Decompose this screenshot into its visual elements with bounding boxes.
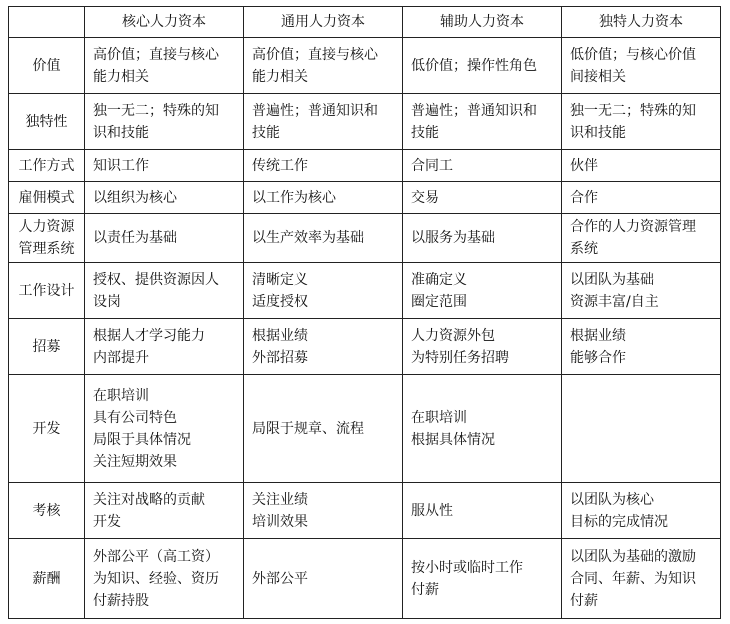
- table-cell: [244, 214, 403, 263]
- table-cell: [85, 375, 244, 483]
- cell-text-line: 局限于具体情况: [93, 431, 191, 448]
- cell-text-line: 能力相关: [93, 68, 149, 85]
- table-cell: [562, 38, 721, 94]
- row-header-line: 考核: [32, 502, 61, 519]
- cell-text-line: 系统: [570, 241, 598, 257]
- table-cell: [85, 94, 244, 150]
- table-cell: [85, 38, 244, 94]
- cell-text-line: 合作的人力资源管理: [570, 219, 696, 235]
- cell-text-line: 合同工: [411, 157, 453, 174]
- table-row: [9, 263, 721, 319]
- table-cell: [85, 214, 244, 263]
- column-header: 核心人力资本: [85, 7, 244, 38]
- table-cell: [562, 539, 721, 619]
- cell-text-line: 根据人才学习能力: [93, 327, 205, 344]
- table-row: [9, 319, 721, 375]
- cell-text-line: 关注短期效果: [93, 453, 177, 470]
- cell-text-line: 普遍性；普通知识和: [252, 102, 378, 119]
- cell-text-line: 适度授权: [252, 293, 308, 310]
- row-header-cell: [9, 150, 85, 182]
- cell-text-line: 培训效果: [252, 513, 308, 530]
- table-cell: [244, 182, 403, 214]
- cell-text-line: 在职培训: [411, 409, 467, 426]
- table-cell: [244, 483, 403, 539]
- cell-text-line: 内部提升: [93, 349, 149, 366]
- cell-text-line: 关注对战略的贡献: [93, 491, 205, 508]
- table-cell: [244, 375, 403, 483]
- cell-text-line: 在职培训: [93, 387, 149, 404]
- table-cell: [562, 375, 721, 483]
- cell-text-line: 低价值；与核心价值: [570, 46, 696, 63]
- table-row: [9, 375, 721, 483]
- table-cell: [85, 319, 244, 375]
- table-cell: [562, 214, 721, 263]
- cell-text-line: 圈定范围: [411, 293, 467, 310]
- cell-text-line: 高价值；直接与核心: [252, 46, 378, 63]
- cell-text-line: 资源丰富/自主: [570, 293, 659, 310]
- cell-text-line: 传统工作: [252, 157, 308, 174]
- cell-text-line: 伙伴: [570, 157, 598, 174]
- cell-text-line: 设岗: [93, 293, 121, 310]
- cell-text-line: 以生产效率为基础: [252, 230, 364, 246]
- cell-text-line: 技能: [252, 124, 280, 141]
- table-cell: [562, 182, 721, 214]
- cell-text-line: 能够合作: [570, 349, 626, 366]
- cell-text-line: 为知识、经验、资历: [93, 570, 219, 587]
- column-header: 辅助人力资本: [403, 7, 562, 38]
- cell-text-line: 合同、年薪、为知识: [570, 570, 696, 587]
- cell-text-line: 以工作为核心: [252, 189, 336, 206]
- cell-text-line: 以服务为基础: [411, 230, 495, 246]
- table-cell: [562, 94, 721, 150]
- row-header-cell: [9, 319, 85, 375]
- table-row: [9, 483, 721, 539]
- cell-text-line: 按小时或临时工作: [411, 559, 523, 576]
- table-cell: [403, 263, 562, 319]
- row-header-line: 工作设计: [18, 282, 75, 299]
- cell-text-line: 具有公司特色: [93, 409, 177, 426]
- cell-text-line: 准确定义: [411, 271, 467, 288]
- table-cell: [244, 319, 403, 375]
- cell-text-line: 普遍性；普通知识和: [411, 102, 537, 119]
- cell-text-line: 交易: [411, 189, 439, 206]
- cell-text-line: 独一无二；特殊的知: [570, 102, 696, 119]
- table-cell: [403, 38, 562, 94]
- table-cell: [244, 150, 403, 182]
- row-header-line: 独特性: [25, 113, 68, 130]
- cell-text-line: 间接相关: [570, 68, 626, 85]
- table-body: [9, 38, 721, 619]
- cell-text-line: 为特别任务招聘: [411, 349, 509, 366]
- cell-text-line: 合作: [570, 189, 598, 206]
- cell-text-line: 以组织为核心: [93, 189, 177, 206]
- cell-text-line: 付薪: [570, 592, 598, 609]
- table-row: [9, 150, 721, 182]
- table-cell: [244, 539, 403, 619]
- cell-text-line: 外部公平: [252, 570, 308, 587]
- row-header-cell: [9, 375, 85, 483]
- table-cell: [403, 150, 562, 182]
- table-header-row: [9, 7, 721, 38]
- hr-capital-table-container: [8, 6, 721, 619]
- row-header-line: 雇佣模式: [18, 189, 75, 206]
- table-cell: [244, 263, 403, 319]
- cell-text-line: 低价值；操作性角色: [411, 57, 537, 74]
- cell-text-line: 目标的完成情况: [570, 513, 668, 530]
- cell-text-line: 以团队为核心: [570, 491, 654, 508]
- row-header-cell: [9, 539, 85, 619]
- row-header-cell: [9, 214, 85, 263]
- row-header-cell: [9, 94, 85, 150]
- cell-text-line: 独一无二；特殊的知: [93, 102, 219, 119]
- table-cell: [244, 94, 403, 150]
- cell-text-line: 根据具体情况: [411, 431, 495, 448]
- table-cell: [562, 150, 721, 182]
- table-cell: [562, 483, 721, 539]
- cell-text-line: 关注业绩: [252, 491, 308, 508]
- cell-text-line: 根据业绩: [252, 327, 308, 344]
- cell-text-line: 外部招募: [252, 349, 308, 366]
- table-cell: [403, 539, 562, 619]
- row-header-cell: [9, 182, 85, 214]
- cell-text-line: 清晰定义: [252, 271, 308, 288]
- cell-text-line: 服从性: [411, 502, 453, 519]
- cell-text-line: 知识工作: [93, 157, 149, 174]
- row-header-line: 工作方式: [18, 157, 75, 174]
- cell-text-line: 识和技能: [570, 124, 626, 141]
- table-row: [9, 182, 721, 214]
- table-cell: [562, 263, 721, 319]
- row-header-line: 人力资源: [18, 219, 75, 235]
- row-header-cell: [9, 483, 85, 539]
- table-cell: [562, 319, 721, 375]
- table-cell: [403, 214, 562, 263]
- cell-text-line: 根据业绩: [570, 327, 626, 344]
- cell-text-line: 能力相关: [252, 68, 308, 85]
- row-header-line: 薪酬: [32, 570, 61, 587]
- table-cell: [244, 38, 403, 94]
- cell-text-line: 以责任为基础: [93, 230, 177, 246]
- column-header: 通用人力资本: [244, 7, 403, 38]
- table-row: [9, 539, 721, 619]
- cell-text-line: 付薪: [411, 581, 439, 598]
- row-header-line: 管理系统: [18, 241, 75, 257]
- table-cell: [85, 182, 244, 214]
- hr-capital-comparison-table: [8, 6, 721, 619]
- table-cell: [403, 483, 562, 539]
- table-cell: [403, 94, 562, 150]
- table-cell: [85, 483, 244, 539]
- table-cell: [85, 263, 244, 319]
- row-header-cell: [9, 263, 85, 319]
- cell-text-line: 授权、提供资源因人: [93, 271, 219, 288]
- row-header-line: 开发: [32, 420, 61, 437]
- cell-text-line: 人力资源外包: [411, 327, 495, 344]
- cell-text-line: 以团队为基础: [570, 271, 654, 288]
- cell-text-line: 技能: [411, 124, 439, 141]
- cell-text-line: 开发: [93, 513, 121, 530]
- cell-text-line: 局限于规章、流程: [252, 420, 364, 437]
- cell-text-line: 付薪持股: [93, 592, 149, 609]
- table-cell: [403, 182, 562, 214]
- table-corner-cell: [9, 7, 85, 38]
- table-cell: [403, 375, 562, 483]
- table-row: [9, 94, 721, 150]
- cell-text-line: 外部公平（高工资）: [93, 548, 219, 565]
- row-header-cell: [9, 38, 85, 94]
- row-header-line: 招募: [32, 338, 61, 355]
- table-cell: [85, 150, 244, 182]
- cell-text-line: 高价值；直接与核心: [93, 46, 219, 63]
- row-header-line: 价值: [32, 57, 61, 74]
- table-row: [9, 214, 721, 263]
- cell-text-line: 以团队为基础的激励: [570, 548, 696, 565]
- table-cell: [85, 539, 244, 619]
- table-cell: [403, 319, 562, 375]
- column-header: 独特人力资本: [562, 7, 721, 38]
- table-row: [9, 38, 721, 94]
- cell-text-line: 识和技能: [93, 124, 149, 141]
